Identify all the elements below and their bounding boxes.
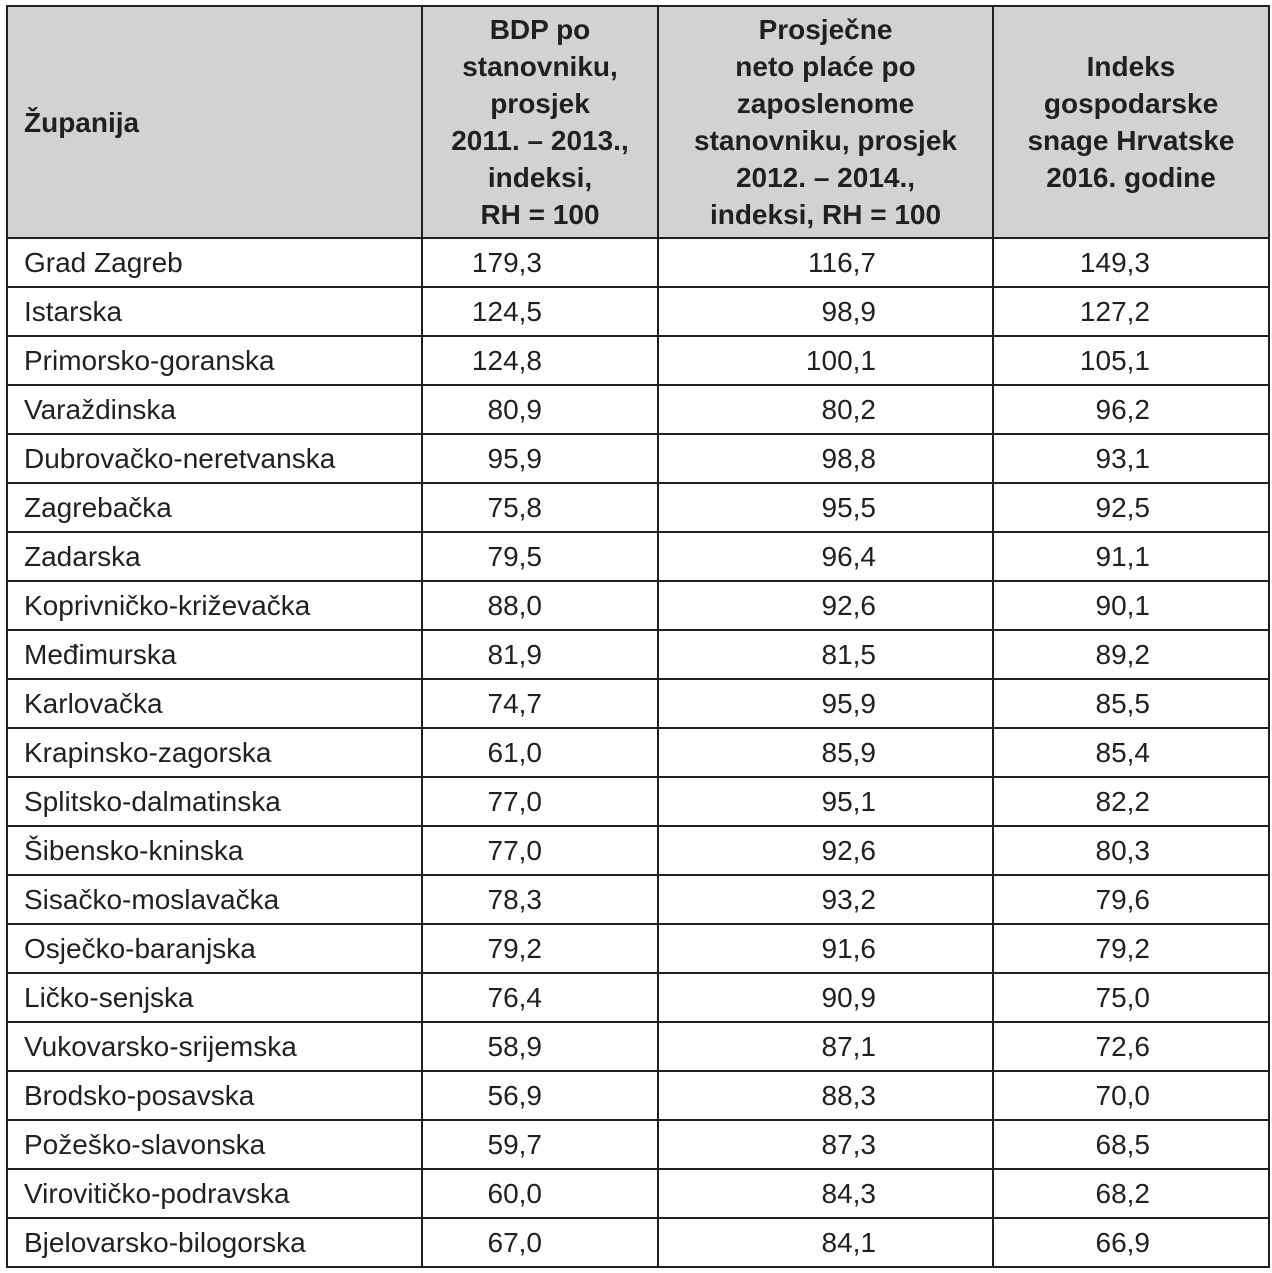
salary-index-cell: 96,4: [658, 532, 993, 581]
strength-index-cell: 68,5: [993, 1120, 1269, 1169]
table-row: [7, 287, 1269, 336]
header-county: Županija: [7, 6, 422, 238]
county-name-cell: Istarska: [7, 287, 422, 336]
table-row: [7, 875, 1269, 924]
salary-index-cell: 95,5: [658, 483, 993, 532]
salary-index-cell: 100,1: [658, 336, 993, 385]
county-name-cell: Varaždinska: [7, 385, 422, 434]
table-row: [7, 679, 1269, 728]
header-average-net-salary: Prosječne neto plaće po zaposlenome stanovniku, prosjek 2012. – 2014., indeksi, RH = 100: [658, 6, 993, 238]
table-row: [7, 1022, 1269, 1071]
salary-index-cell: 95,1: [658, 777, 993, 826]
county-name-cell: Sisačko-moslavačka: [7, 875, 422, 924]
strength-index-cell: 91,1: [993, 532, 1269, 581]
gdp-index-cell: 179,3: [422, 238, 658, 287]
strength-index-cell: 72,6: [993, 1022, 1269, 1071]
county-name-cell: Dubrovačko-neretvanska: [7, 434, 422, 483]
gdp-index-cell: 75,8: [422, 483, 658, 532]
table-row: [7, 1218, 1269, 1267]
county-name-cell: Međimurska: [7, 630, 422, 679]
strength-index-cell: 85,5: [993, 679, 1269, 728]
table-row: [7, 483, 1269, 532]
county-name-cell: Karlovačka: [7, 679, 422, 728]
table-row: [7, 1169, 1269, 1218]
strength-index-cell: 80,3: [993, 826, 1269, 875]
gdp-index-cell: 88,0: [422, 581, 658, 630]
gdp-index-cell: 74,7: [422, 679, 658, 728]
county-name-cell: Grad Zagreb: [7, 238, 422, 287]
strength-index-cell: 75,0: [993, 973, 1269, 1022]
strength-index-cell: 93,1: [993, 434, 1269, 483]
table-row: [7, 728, 1269, 777]
gdp-index-cell: 95,9: [422, 434, 658, 483]
table-row: [7, 434, 1269, 483]
strength-index-cell: 85,4: [993, 728, 1269, 777]
table-body: [7, 238, 1269, 1267]
gdp-index-cell: 61,0: [422, 728, 658, 777]
gdp-index-cell: 77,0: [422, 777, 658, 826]
salary-index-cell: 85,9: [658, 728, 993, 777]
salary-index-cell: 93,2: [658, 875, 993, 924]
strength-index-cell: 66,9: [993, 1218, 1269, 1267]
county-name-cell: Primorsko-goranska: [7, 336, 422, 385]
county-name-cell: Bjelovarsko-bilogorska: [7, 1218, 422, 1267]
strength-index-cell: 68,2: [993, 1169, 1269, 1218]
gdp-index-cell: 124,8: [422, 336, 658, 385]
strength-index-cell: 105,1: [993, 336, 1269, 385]
table-row: [7, 630, 1269, 679]
gdp-index-cell: 80,9: [422, 385, 658, 434]
county-name-cell: Virovitičko-podravska: [7, 1169, 422, 1218]
salary-index-cell: 84,1: [658, 1218, 993, 1267]
strength-index-cell: 92,5: [993, 483, 1269, 532]
salary-index-cell: 81,5: [658, 630, 993, 679]
header-economic-strength-index: Indeks gospodarske snage Hrvatske 2016. godine: [993, 6, 1269, 238]
gdp-index-cell: 79,5: [422, 532, 658, 581]
table-header: [7, 6, 1269, 238]
table-row: [7, 1071, 1269, 1120]
header-gdp-per-capita: BDP po stanovniku, prosjek 2011. – 2013., indeksi, RH = 100: [422, 6, 658, 238]
salary-index-cell: 80,2: [658, 385, 993, 434]
salary-index-cell: 87,1: [658, 1022, 993, 1071]
strength-index-cell: 79,2: [993, 924, 1269, 973]
gdp-index-cell: 77,0: [422, 826, 658, 875]
salary-index-cell: 92,6: [658, 826, 993, 875]
county-name-cell: Splitsko-dalmatinska: [7, 777, 422, 826]
gdp-index-cell: 59,7: [422, 1120, 658, 1169]
salary-index-cell: 98,8: [658, 434, 993, 483]
table-row: [7, 973, 1269, 1022]
strength-index-cell: 127,2: [993, 287, 1269, 336]
gdp-index-cell: 76,4: [422, 973, 658, 1022]
salary-index-cell: 92,6: [658, 581, 993, 630]
strength-index-cell: 149,3: [993, 238, 1269, 287]
table-row: [7, 826, 1269, 875]
salary-index-cell: 88,3: [658, 1071, 993, 1120]
table-row: [7, 924, 1269, 973]
header-row: [7, 6, 1269, 238]
gdp-index-cell: 58,9: [422, 1022, 658, 1071]
county-name-cell: Šibensko-kninska: [7, 826, 422, 875]
salary-index-cell: 95,9: [658, 679, 993, 728]
table-row: [7, 532, 1269, 581]
gdp-index-cell: 60,0: [422, 1169, 658, 1218]
salary-index-cell: 90,9: [658, 973, 993, 1022]
table-row: [7, 1120, 1269, 1169]
strength-index-cell: 96,2: [993, 385, 1269, 434]
table-row: [7, 336, 1269, 385]
table-row: [7, 581, 1269, 630]
county-name-cell: Zadarska: [7, 532, 422, 581]
strength-index-cell: 90,1: [993, 581, 1269, 630]
gdp-index-cell: 79,2: [422, 924, 658, 973]
salary-index-cell: 91,6: [658, 924, 993, 973]
county-name-cell: Koprivničko-križevačka: [7, 581, 422, 630]
strength-index-cell: 89,2: [993, 630, 1269, 679]
gdp-index-cell: 78,3: [422, 875, 658, 924]
county-name-cell: Osječko-baranjska: [7, 924, 422, 973]
county-index-table: [6, 5, 1270, 1268]
salary-index-cell: 98,9: [658, 287, 993, 336]
table-row: [7, 385, 1269, 434]
strength-index-cell: 82,2: [993, 777, 1269, 826]
table-row: [7, 777, 1269, 826]
county-name-cell: Brodsko-posavska: [7, 1071, 422, 1120]
gdp-index-cell: 124,5: [422, 287, 658, 336]
salary-index-cell: 116,7: [658, 238, 993, 287]
table-row: [7, 238, 1269, 287]
gdp-index-cell: 67,0: [422, 1218, 658, 1267]
strength-index-cell: 79,6: [993, 875, 1269, 924]
county-name-cell: Ličko-senjska: [7, 973, 422, 1022]
salary-index-cell: 84,3: [658, 1169, 993, 1218]
county-name-cell: Vukovarsko-srijemska: [7, 1022, 422, 1071]
county-name-cell: Požeško-slavonska: [7, 1120, 422, 1169]
salary-index-cell: 87,3: [658, 1120, 993, 1169]
gdp-index-cell: 56,9: [422, 1071, 658, 1120]
strength-index-cell: 70,0: [993, 1071, 1269, 1120]
gdp-index-cell: 81,9: [422, 630, 658, 679]
county-name-cell: Zagrebačka: [7, 483, 422, 532]
county-name-cell: Krapinsko-zagorska: [7, 728, 422, 777]
